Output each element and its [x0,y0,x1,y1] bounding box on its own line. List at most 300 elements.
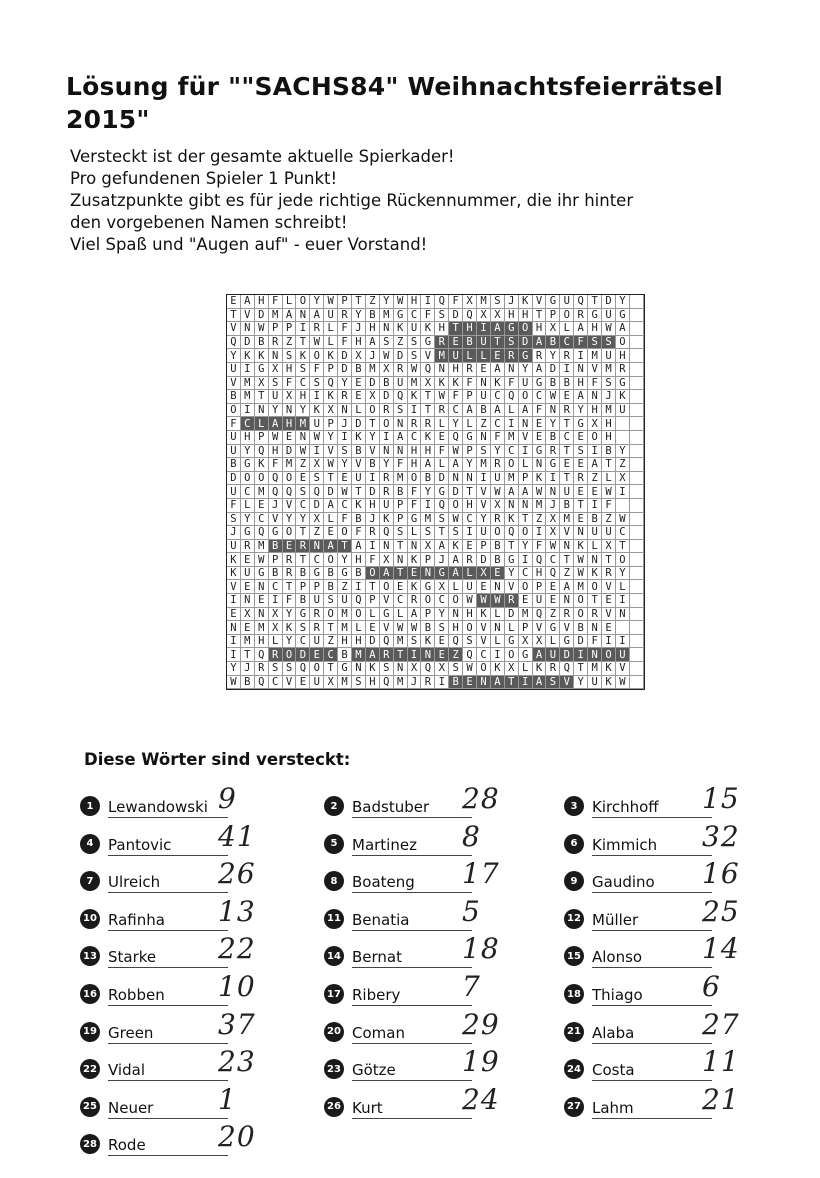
grid-letter: I [408,648,422,662]
grid-letter: R [269,336,283,350]
grid-letter: P [269,553,283,567]
grid-letter: H [602,431,616,445]
grid-letter: X [616,472,630,486]
grid-letter [630,309,644,323]
grid-letter: Z [588,472,602,486]
grid-letter: D [505,608,519,622]
grid-letter: M [338,621,352,635]
grid-letter: N [491,621,505,635]
grid-letter: X [283,390,297,404]
grid-letter [630,608,644,622]
grid-letter: E [227,295,241,309]
grid-letter: C [269,676,283,690]
grid-letter: N [394,445,408,459]
grid-letter: B [574,621,588,635]
grid-letter: C [241,485,255,499]
grid-letter: F [352,526,366,540]
grid-letter: L [435,458,449,472]
grid-letter [630,295,644,309]
word-name: Götze 19 [352,1045,500,1080]
grid-letter: G [408,513,422,527]
grid-letter: Y [380,458,394,472]
word-number-badge: 9 [564,871,584,891]
grid-letter: Y [338,377,352,391]
grid-letter: R [435,404,449,418]
grid-letter: A [380,567,394,581]
grid-letter: P [546,309,560,323]
grid-letter: F [602,499,616,513]
grid-letter: D [602,295,616,309]
grid-letter: S [588,336,602,350]
grid-letter: N [296,431,310,445]
grid-letter: I [519,676,533,690]
grid-letter: D [574,635,588,649]
grid-letter: K [505,513,519,527]
grid-letter: T [394,540,408,554]
grid-letter: F [338,513,352,527]
grid-letter: W [435,390,449,404]
grid-letter: U [227,485,241,499]
word-entry [564,1082,740,1119]
grid-letter: G [616,309,630,323]
grid-letter: R [602,567,616,581]
grid-letter: B [394,485,408,499]
grid-letter: X [421,377,435,391]
grid-letter: E [338,472,352,486]
grid-letter: N [394,553,408,567]
grid-letter: U [227,431,241,445]
grid-letter: U [588,526,602,540]
grid-letter: E [283,431,297,445]
grid-letter: N [380,445,394,459]
grid-letter: E [227,608,241,622]
grid-letter: G [241,458,255,472]
grid-letter: C [560,431,574,445]
grid-letter: R [463,553,477,567]
word-name: Vidal 23 [108,1045,256,1080]
grid-letter: V [477,621,491,635]
grid-letter: I [380,431,394,445]
word-entry [80,857,256,893]
grid-letter: F [269,295,283,309]
grid-letter: B [449,676,463,690]
word-entry [80,970,256,1006]
grid-letter: C [255,513,269,527]
grid-letter: O [449,594,463,608]
grid-letter: E [435,635,449,649]
grid-letter: F [491,431,505,445]
grid-letter: A [491,363,505,377]
grid-letter: B [491,540,505,554]
grid-letter: Q [352,594,366,608]
words-heading: Diese Wörter sind versteckt: [84,750,351,769]
grid-letter: T [227,309,241,323]
grid-letter: M [574,580,588,594]
grid-letter: S [310,377,324,391]
grid-letter: I [227,635,241,649]
grid-letter: Q [296,662,310,676]
word-entry [324,1045,500,1081]
grid-letter: L [519,662,533,676]
grid-letter: K [449,540,463,554]
grid-letter: U [310,594,324,608]
grid-letter: P [394,499,408,513]
grid-letter [630,513,644,527]
grid-letter: O [324,553,338,567]
grid-letter [630,676,644,690]
grid-letter: P [324,363,338,377]
grid-letter: I [616,594,630,608]
grid-letter: T [366,580,380,594]
grid-letter: L [463,349,477,363]
grid-letter: L [352,404,366,418]
grid-letter: O [463,621,477,635]
grid-letter: I [227,594,241,608]
grid-letter: S [296,363,310,377]
grid-letter: K [491,377,505,391]
grid-letter: B [241,676,255,690]
grid-letter: K [477,608,491,622]
word-name: Ribery 7 [352,970,481,1004]
grid-letter: P [269,322,283,336]
grid-letter: A [449,553,463,567]
grid-letter: W [310,431,324,445]
grid-letter: G [505,553,519,567]
grid-letter: A [491,676,505,690]
grid-letter: O [574,608,588,622]
grid-letter: U [338,594,352,608]
grid-letter: N [505,363,519,377]
grid-letter [630,336,644,350]
grid-letter: H [463,322,477,336]
grid-letter: R [394,363,408,377]
grid-letter: O [241,472,255,486]
grid-letter: X [491,499,505,513]
word-name: Kirchhoff 15 [592,782,740,816]
grid-letter: R [408,417,422,431]
grid-letter: C [296,377,310,391]
grid-letter: G [269,526,283,540]
instructions [70,146,770,256]
grid-letter: U [269,390,283,404]
grid-letter: N [394,662,408,676]
grid-letter: F [533,540,547,554]
grid-letter: E [560,458,574,472]
grid-letter: T [338,540,352,554]
word-number-badge: 25 [80,1097,100,1117]
grid-letter: X [269,608,283,622]
grid-letter: N [477,676,491,690]
word-entry [324,1007,500,1044]
grid-letter: S [408,349,422,363]
grid-letter: Y [519,363,533,377]
grid-letter: X [546,526,560,540]
grid-letter: U [408,322,422,336]
grid-letter: A [324,499,338,513]
grid-letter: H [449,363,463,377]
grid-letter: I [241,363,255,377]
grid-letter: K [324,349,338,363]
grid-letter: O [505,648,519,662]
grid-letter: X [255,377,269,391]
grid-letter: K [324,390,338,404]
grid-letter: K [588,567,602,581]
jersey-number-handwritten: 41 [218,819,256,853]
grid-letter [630,485,644,499]
grid-letter: O [519,390,533,404]
grid-letter: Z [546,608,560,622]
grid-letter: W [380,349,394,363]
grid-letter: V [560,676,574,690]
grid-letter: D [449,309,463,323]
grid-letter: T [296,336,310,350]
grid-letter: Y [463,458,477,472]
grid-letter: X [435,662,449,676]
grid-letter: T [324,621,338,635]
grid-letter: R [310,621,324,635]
grid-letter: N [241,594,255,608]
grid-letter: E [560,390,574,404]
instruction-line: Versteckt ist der gesamte aktuelle Spierkader! [70,147,455,166]
grid-letter: M [560,513,574,527]
jersey-number-handwritten: 6 [702,970,721,1003]
grid-letter: G [435,485,449,499]
grid-letter: Q [283,485,297,499]
grid-letter: L [560,322,574,336]
grid-letter: L [283,295,297,309]
grid-letter: G [505,635,519,649]
grid-letter: R [421,676,435,690]
instruction-line: Viel Spaß und "Augen auf" - euer Vorstand! [70,235,428,254]
grid-letter: H [588,404,602,418]
grid-letter: E [519,594,533,608]
grid-letter: C [463,513,477,527]
grid-letter: D [338,349,352,363]
grid-letter: X [588,417,602,431]
grid-letter: U [227,363,241,377]
grid-letter: P [519,621,533,635]
grid-letter: R [491,458,505,472]
word-name: Bernat 18 [352,932,500,967]
grid-letter: M [241,635,255,649]
grid-letter: P [463,390,477,404]
grid-letter [630,404,644,418]
grid-letter: I [477,472,491,486]
grid-letter: H [616,349,630,363]
grid-letter: V [366,445,380,459]
grid-letter: N [546,404,560,418]
grid-letter: N [505,499,519,513]
grid-letter: N [227,621,241,635]
grid-letter: L [241,499,255,513]
grid-letter: J [435,553,449,567]
grid-letter: T [463,485,477,499]
word-name: Alonso 14 [592,932,740,967]
grid-letter: D [394,349,408,363]
grid-letter: Q [255,526,269,540]
grid-letter: V [602,580,616,594]
grid-letter: T [394,648,408,662]
word-name: Starke 22 [108,932,256,967]
grid-letter: J [338,417,352,431]
grid-letter: J [408,676,422,690]
grid-letter: F [408,499,422,513]
grid-letter: S [449,662,463,676]
grid-letter: O [296,295,310,309]
grid-letter: H [255,295,269,309]
grid-letter: N [394,417,408,431]
grid-letter: S [380,336,394,350]
grid-letter [630,390,644,404]
grid-letter: S [283,662,297,676]
grid-letter: N [241,322,255,336]
grid-letter: N [296,309,310,323]
grid-letter: E [241,580,255,594]
grid-letter: L [352,621,366,635]
grid-letter: V [477,635,491,649]
grid-letter: R [310,322,324,336]
grid-letter: N [588,390,602,404]
grid-letter: B [366,309,380,323]
grid-letter: E [477,580,491,594]
grid-letter: N [255,580,269,594]
grid-letter: M [602,363,616,377]
word-number-badge: 8 [324,871,344,891]
grid-letter: T [324,472,338,486]
grid-letter: H [505,309,519,323]
grid-letter: C [519,567,533,581]
grid-letter: E [491,349,505,363]
grid-letter: G [310,567,324,581]
grid-letter [630,445,644,459]
word-number-badge: 3 [564,796,584,816]
grid-letter: I [616,635,630,649]
grid-letter: T [352,485,366,499]
grid-letter: E [574,458,588,472]
grid-letter: T [505,676,519,690]
grid-letter: P [255,431,269,445]
jersey-number-handwritten: 5 [462,894,481,928]
grid-letter: N [255,608,269,622]
grid-letter: V [505,580,519,594]
grid-letter: R [421,417,435,431]
grid-letter [616,417,630,431]
grid-letter: W [394,621,408,635]
grid-letter: N [421,648,435,662]
grid-letter: A [435,540,449,554]
word-search-grid [226,294,645,690]
grid-letter: H [574,377,588,391]
grid-letter: C [491,417,505,431]
grid-letter: A [505,485,519,499]
grid-letter: Z [324,635,338,649]
word-name: Robben 10 [108,970,256,1004]
word-number-badge: 2 [324,796,344,816]
grid-letter: G [588,309,602,323]
grid-letter: Q [380,676,394,690]
grid-letter: V [588,363,602,377]
grid-letter: F [449,390,463,404]
grid-letter: C [324,648,338,662]
grid-letter: R [505,349,519,363]
grid-letter [630,526,644,540]
grid-letter: I [310,445,324,459]
grid-letter: U [602,309,616,323]
grid-letter: T [533,309,547,323]
jersey-number-handwritten: 22 [218,932,256,966]
grid-letter: T [560,417,574,431]
grid-letter: U [352,472,366,486]
grid-letter: L [463,417,477,431]
grid-letter: Z [560,567,574,581]
grid-letter: F [533,404,547,418]
grid-letter: I [574,648,588,662]
grid-letter: C [394,594,408,608]
grid-letter: U [380,499,394,513]
grid-letter: T [588,594,602,608]
grid-letter [616,431,630,445]
grid-letter: Q [505,390,519,404]
grid-letter: A [449,458,463,472]
word-number-badge: 22 [80,1059,100,1079]
grid-letter [630,458,644,472]
grid-letter: B [255,336,269,350]
grid-letter: R [366,526,380,540]
grid-letter: G [255,363,269,377]
grid-letter: V [560,526,574,540]
grid-letter: S [602,377,616,391]
word-number-badge: 6 [564,834,584,854]
grid-letter: M [421,513,435,527]
grid-letter: K [435,377,449,391]
grid-letter: O [616,336,630,350]
grid-letter: I [602,635,616,649]
grid-letter: G [338,567,352,581]
grid-letter: R [380,472,394,486]
grid-letter: K [255,458,269,472]
grid-letter: O [366,567,380,581]
word-entry [324,932,500,968]
grid-letter: A [310,309,324,323]
grid-letter: X [491,309,505,323]
grid-letter: E [283,540,297,554]
grid-letter: O [588,580,602,594]
grid-letter: E [255,499,269,513]
grid-letter: C [241,417,255,431]
grid-letter: C [560,336,574,350]
word-number-badge: 15 [564,946,584,966]
grid-letter: R [269,648,283,662]
grid-letter: Y [616,295,630,309]
grid-letter: K [408,390,422,404]
grid-letter: D [366,377,380,391]
grid-letter: N [616,608,630,622]
grid-letter: H [352,336,366,350]
grid-letter: H [283,417,297,431]
jersey-number-handwritten: 21 [702,1082,740,1116]
grid-letter: G [533,377,547,391]
grid-letter: K [255,349,269,363]
grid-letter: Y [546,417,560,431]
grid-letter [630,567,644,581]
grid-letter: H [602,417,616,431]
grid-letter: H [421,445,435,459]
grid-letter: B [324,567,338,581]
grid-letter: U [546,648,560,662]
grid-letter: O [505,458,519,472]
grid-letter: S [394,526,408,540]
grid-letter: L [366,608,380,622]
